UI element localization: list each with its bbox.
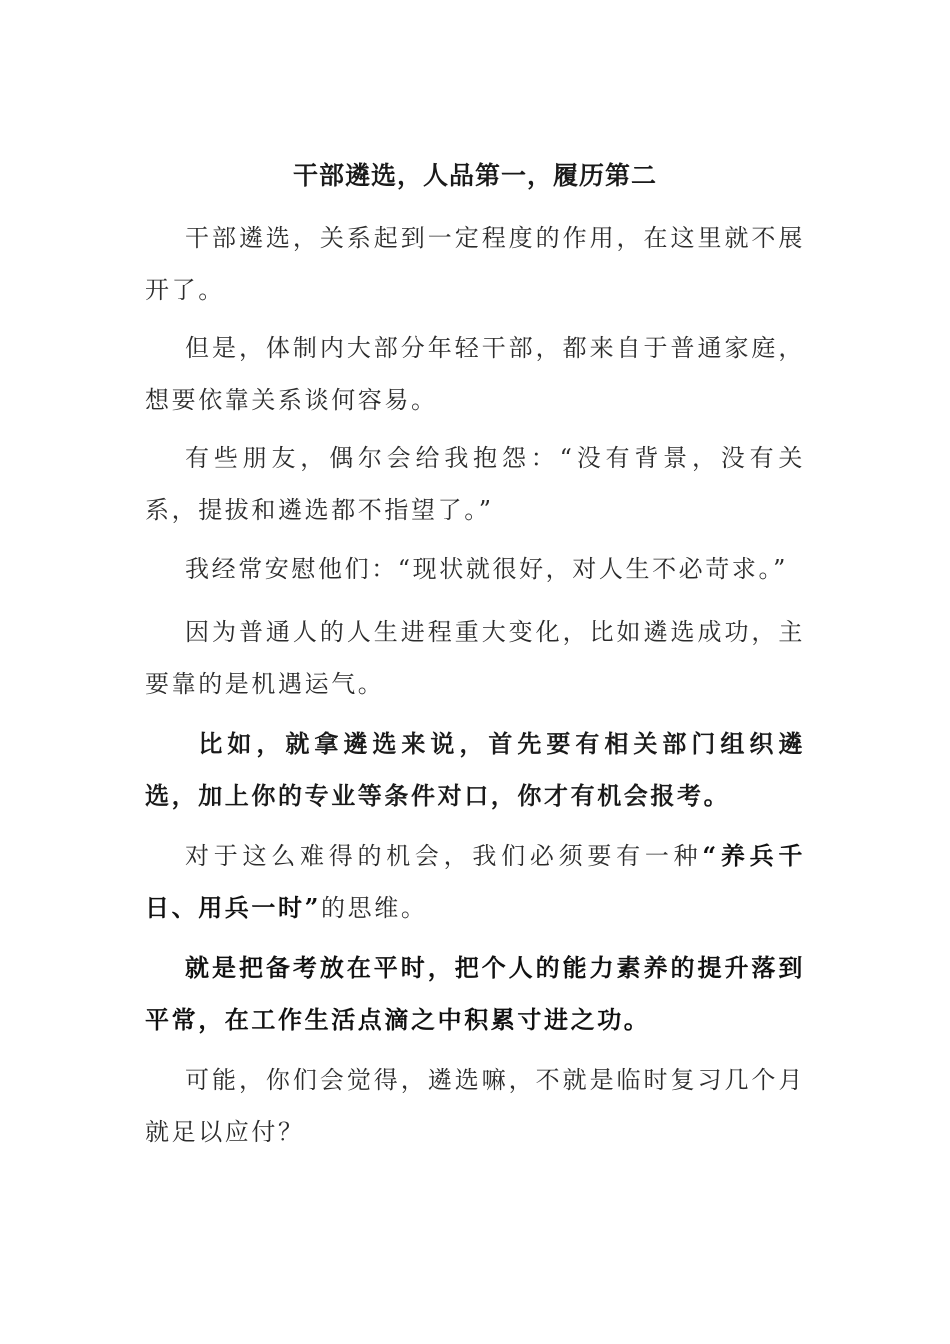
paragraph-7-lead: 对于这么难得的机会，我们必须要有一种 bbox=[185, 842, 703, 870]
paragraph-6: 比如，就拿遴选来说，首先要有相关部门组织遴选，加上你的专业等条件对口，你才有机会报考。 bbox=[145, 729, 805, 810]
paragraph-5: 因为普通人的人生进程重大变化，比如遴选成功，主要靠的是机遇运气。 bbox=[145, 618, 805, 698]
paragraph-8-bold: 就是把备考放在平时，把个人的能力素养的提升落到平常，在工作生活点滴之中积累寸进之功。 bbox=[145, 953, 805, 1034]
paragraph-1: 干部遴选，关系起到一定程度的作用，在这里就不展开了。 bbox=[145, 224, 805, 304]
paragraph-4: 我经常安慰他们：“现状就很好，对人生不必苛求。” bbox=[185, 555, 788, 583]
paragraph-9: 可能，你们会觉得，遴选嘛，不就是临时复习几个月就足以应付？ bbox=[145, 1066, 805, 1146]
paragraph-3: 有些朋友，偶尔会给我抱怨：“没有背景，没有关系，提拔和遴选都不指望了。” bbox=[145, 444, 805, 524]
paragraph-2: 但是，体制内大部分年轻干部，都来自于普通家庭，想要依靠关系谈何容易。 bbox=[145, 334, 805, 414]
document-title: 干部遴选，人品第一，履历第二 bbox=[292, 161, 657, 190]
paragraph-7 bbox=[145, 830, 805, 934]
paragraph-7-emphasis: “养兵千日、用兵一时” bbox=[145, 841, 805, 922]
paragraph-7-tail: 的思维。 bbox=[321, 894, 428, 922]
